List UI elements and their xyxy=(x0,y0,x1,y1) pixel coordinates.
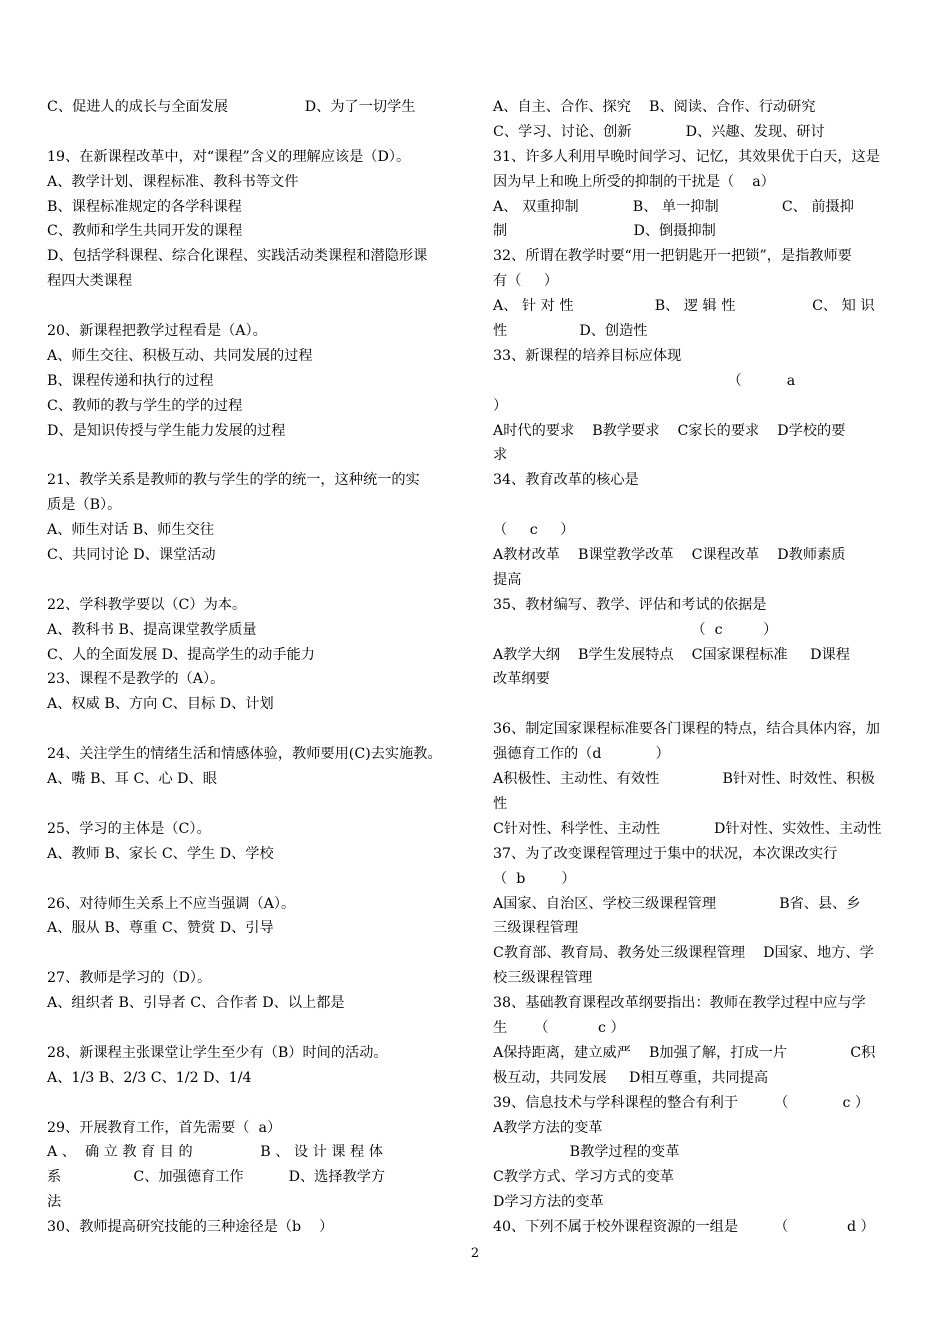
text-line: D、是知识传授与学生能力发展的过程 xyxy=(47,422,286,439)
text-line: 强德育工作的（d ） xyxy=(493,746,670,763)
text-line: A、师生交往、积极互动、共同发展的过程 xyxy=(47,347,313,364)
text-line: 22、学科教学要以（C）为本。 xyxy=(47,596,247,613)
text-line: 改革纲要 xyxy=(493,671,550,688)
text-line: 20、新课程把教学过程看是（A）。 xyxy=(47,323,267,340)
text-line: C教学方式、学习方式的变革 xyxy=(493,1169,675,1186)
text-line: 40、下列不属于校外课程资源的一组是 （ d ） xyxy=(493,1219,875,1236)
text-line: 制 D、倒摄抑制 xyxy=(493,223,716,240)
text-line: D学习方法的变革 xyxy=(493,1194,604,1211)
text-line: 32、所谓在教学时要“用一把钥匙开一把锁”，是指教师要 xyxy=(493,248,852,265)
text-line: A、教师 B、家长 C、学生 D、学校 xyxy=(47,845,274,862)
text-line: C、学习、讨论、创新 D、兴趣、发现、研讨 xyxy=(493,123,825,140)
text-line: （ c ） xyxy=(493,621,778,638)
text-line: A教材改革 B课堂教学改革 C课程改革 D教师素质 xyxy=(493,547,846,564)
text-line: A教学方法的变革 xyxy=(493,1119,603,1136)
text-line: 提高 xyxy=(493,571,522,588)
text-line: 29、开展教育工作，首先需要（ a） xyxy=(47,1119,282,1136)
text-line: （ c ） xyxy=(493,522,575,539)
text-line: 极互动，共同发展 D相互尊重，共同提高 xyxy=(493,1069,769,1086)
text-line: B教学过程的变革 xyxy=(493,1144,680,1161)
text-line: 生 （ c ） xyxy=(493,1019,625,1036)
text-line: A、组织者 B、引导者 C、合作者 D、以上都是 xyxy=(47,995,345,1012)
right-column xyxy=(493,95,906,1240)
text-line: 性 D、创造性 xyxy=(493,323,648,340)
text-line: A、 针 对 性 B、 逻 辑 性 C、 知 识 xyxy=(493,298,875,315)
page-number: 2 xyxy=(470,1246,480,1261)
text-line: 25、学习的主体是（C）。 xyxy=(47,820,211,837)
text-line: A保持距离，建立威严 B加强了解，打成一片 C积 xyxy=(493,1044,876,1061)
text-line: 有（ ） xyxy=(493,273,559,290)
text-line: A时代的要求 B教学要求 C家长的要求 D学校的要 xyxy=(493,422,846,439)
text-line: 求 xyxy=(493,447,508,464)
text-line: C、教师和学生共同开发的课程 xyxy=(47,223,243,240)
text-line: A、师生对话 B、师生交往 xyxy=(47,522,215,539)
text-line: A教学大纲 B学生发展特点 C国家课程标准 D课程 xyxy=(493,646,850,663)
text-line: A、服从 B、尊重 C、赞赏 D、引导 xyxy=(47,920,274,937)
blank-line xyxy=(47,867,462,892)
blank-line xyxy=(47,294,462,319)
text-line: A、 双重抑制 B、 单一抑制 C、 前摄抑 xyxy=(493,198,854,215)
blank-line xyxy=(47,1091,462,1116)
text-line: 系 C、加强德育工作 D、选择教学方 xyxy=(47,1169,386,1186)
text-line: （ b ） xyxy=(493,870,576,887)
text-line: ） xyxy=(493,397,508,414)
text-line: 因为早上和晚上所受的抑制的干扰是（ a） xyxy=(493,173,775,190)
text-line: 24、关注学生的情绪生活和情感体验，教师要用(C)去实施教。 xyxy=(47,746,442,763)
text-line: C、人的全面发展 D、提高学生的动手能力 xyxy=(47,646,315,663)
text-line: C针对性、科学性、主动性 D针对性、实效性、主动性 xyxy=(493,820,882,837)
text-line: B、课程标准规定的各学科课程 xyxy=(47,198,242,215)
text-line: A国家、自治区、学校三级课程管理 B省、县、乡 xyxy=(493,895,861,912)
text-line: B、课程传递和执行的过程 xyxy=(47,372,214,389)
blank-line xyxy=(47,792,462,817)
text-line: 33、新课程的培养目标应体现 xyxy=(493,347,682,364)
text-line: A、1/3 B、2/3 C、1/2 D、1/4 xyxy=(47,1069,252,1086)
blank-line xyxy=(47,941,462,966)
text-line: 三级课程管理 xyxy=(493,920,579,937)
text-line: 31、许多人利用早晚时间学习、记忆，其效果优于白天，这是 xyxy=(493,148,880,165)
blank-line xyxy=(47,120,462,145)
text-line: 39、信息技术与学科课程的整合有利于 （ c ） xyxy=(493,1094,870,1111)
text-line: A、教科书 B、提高课堂教学质量 xyxy=(47,621,257,638)
text-line: 21、教学关系是教师的教与学生的学的统一，这种统一的实 xyxy=(47,472,420,489)
text-line: A 、 确 立 教 育 目 的 B 、 设 计 课 程 体 xyxy=(47,1144,383,1161)
blank-line xyxy=(47,568,462,593)
blank-line xyxy=(47,443,462,468)
blank-line xyxy=(493,493,906,518)
text-line: C教育部、教育局、教务处三级课程管理 D国家、地方、学 xyxy=(493,945,874,962)
text-line: 38、基础教育课程改革纲要指出：教师在教学过程中应与学 xyxy=(493,995,866,1012)
text-line: A、教学计划、课程标准、教科书等文件 xyxy=(47,173,299,190)
text-line: 36、制定国家课程标准要各门课程的特点，结合具体内容，加 xyxy=(493,721,880,738)
text-line: C、促进人的成长与全面发展 D、为了一切学生 xyxy=(47,99,416,115)
text-line: 23、课程不是教学的（A）。 xyxy=(47,671,225,688)
text-line: 26、对待师生关系上不应当强调（A）。 xyxy=(47,895,296,912)
text-line: D、包括学科课程、综合化课程、实践活动类课程和潜隐形课 xyxy=(47,248,428,265)
text-line: A、自主、合作、探究 B、阅读、合作、行动研究 xyxy=(493,99,816,115)
text-line: 校三级课程管理 xyxy=(493,970,593,987)
blank-line xyxy=(47,717,462,742)
text-line: 性 xyxy=(493,795,508,812)
text-line: 程四大类课程 xyxy=(47,273,133,290)
text-line: A、权威 B、方向 C、目标 D、计划 xyxy=(47,696,274,713)
text-line: 30、教师提高研究技能的三种途径是（b ） xyxy=(47,1219,334,1236)
text-line: 质是（B）。 xyxy=(47,497,122,514)
text-line: C、教师的教与学生的学的过程 xyxy=(47,397,243,414)
text-line: A积极性、主动性、有效性 B针对性、时效性、积极 xyxy=(493,771,875,788)
text-line: 法 xyxy=(47,1194,62,1211)
text-line: A、嘴 B、耳 C、心 D、眼 xyxy=(47,771,217,788)
blank-line xyxy=(493,692,906,717)
text-line: 19、在新课程改革中，对“课程”含义的理解应该是（D）。 xyxy=(47,148,411,165)
left-column xyxy=(47,95,462,1240)
text-line: 28、新课程主张课堂让学生至少有（B）时间的活动。 xyxy=(47,1044,388,1061)
blank-line xyxy=(47,1016,462,1041)
text-line: C、共同讨论 D、课堂活动 xyxy=(47,547,216,564)
text-line: 27、教师是学习的（D）。 xyxy=(47,970,212,987)
text-line: （ a xyxy=(493,372,796,389)
text-line: 34、教育改革的核心是 xyxy=(493,472,639,489)
text-line: 35、教材编写、教学、评估和考试的依据是 xyxy=(493,596,767,613)
text-line: 37、为了改变课程管理过于集中的状况，本次课改实行 xyxy=(493,845,838,862)
